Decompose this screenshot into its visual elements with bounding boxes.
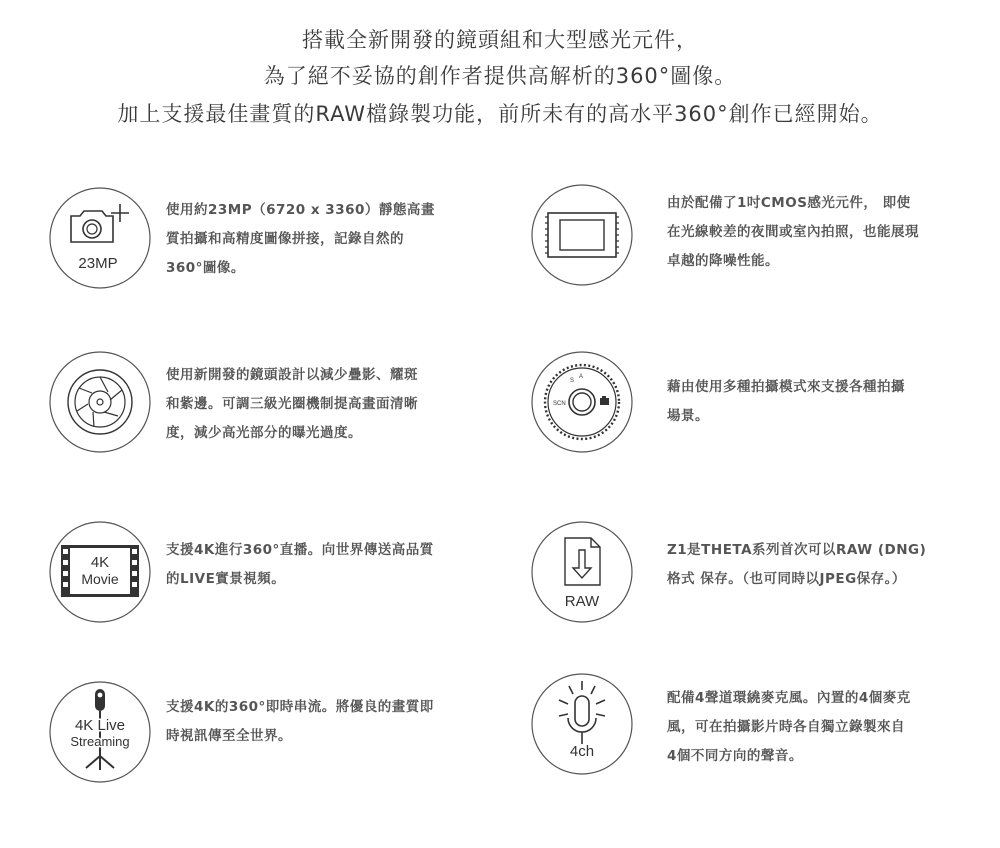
feature-1-line-1: 使用約23MP（6720 x 3360）靜態高畫 xyxy=(166,202,435,218)
film-4k-movie-icon xyxy=(48,520,152,624)
feature-4-text xyxy=(667,373,963,431)
feature-7-text xyxy=(166,693,462,751)
dial-label-s: S xyxy=(570,378,575,384)
feature-8-line-1: 配備4聲道環繞麥克風。內置的4個麥克 xyxy=(667,690,911,706)
feature-5-line-2: 的LIVE實景視頻。 xyxy=(166,571,286,587)
mode-dial-icon xyxy=(530,350,634,454)
film-label-4k: 4K xyxy=(90,554,110,571)
feature-8-line-2: 風，可在拍攝影片時各自獨立錄製來自 xyxy=(667,719,905,735)
feature-1-line-2: 質拍攝和高精度圖像拼接，記錄自然的 xyxy=(166,231,404,247)
feature-6-line-2: 格式 保存。（也可同時以JPEG保存。） xyxy=(667,571,906,587)
feature-2-text xyxy=(667,189,963,276)
microphone-4ch-icon xyxy=(530,672,634,776)
feature-6-line-1: Z1是THETA系列首次可以RAW (DNG) xyxy=(667,542,927,558)
feature-3-line-3: 度，減少高光部分的曝光過度。 xyxy=(166,425,362,441)
feature-7-line-1: 支援4K的360°即時串流。將優良的畫質即 xyxy=(166,699,434,715)
feature-3-line-2: 和紫邊。可調三級光圈機制提高畫面清晰 xyxy=(166,396,418,412)
camera-icon-label: 23MP xyxy=(78,255,118,272)
feature-6-text xyxy=(667,536,963,594)
camera-23mp-icon xyxy=(48,186,152,290)
feature-8-text xyxy=(667,684,963,771)
feature-2-line-2: 在光線較差的夜間或室內拍照，也能展現 xyxy=(667,224,919,240)
headline-line-1: 搭載全新開發的鏡頭組和大型感光元件， xyxy=(302,28,698,52)
feature-3-text xyxy=(166,361,462,448)
feature-5-line-1: 支援4K進行360°直播。向世界傳送高品質 xyxy=(166,542,434,558)
film-label-movie: Movie xyxy=(81,571,119,587)
dial-label-a: A xyxy=(579,374,584,380)
feature-8-line-3: 4個不同方向的聲音。 xyxy=(667,748,803,764)
lens-aperture-icon xyxy=(48,350,152,454)
headline-line-2: 為了絕不妥協的創作者提供高解析的360°圖像。 xyxy=(263,64,737,88)
live-streaming-icon xyxy=(48,680,152,784)
feature-2-line-1: 由於配備了1吋CMOS感光元件， 即使 xyxy=(667,195,911,211)
feature-4-line-2: 場景。 xyxy=(667,408,709,424)
raw-icon-label: RAW xyxy=(564,593,600,610)
feature-3-line-1: 使用新開發的鏡頭設計以減少疊影、耀斑 xyxy=(166,367,418,383)
feature-1-line-3: 360°圖像。 xyxy=(166,260,245,276)
streaming-label-4k-live: 4K Live xyxy=(74,717,126,734)
feature-5-text xyxy=(166,536,462,594)
feature-1-text xyxy=(166,196,462,283)
feature-2-line-3: 卓越的降噪性能。 xyxy=(667,253,779,269)
headline-line-3: 加上支援最佳畫質的RAW檔錄製功能，前所未有的高水平360°創作已經開始。 xyxy=(117,102,883,126)
feature-7-line-2: 時視訊傳至全世界。 xyxy=(166,728,292,744)
image-sensor-icon xyxy=(530,183,634,287)
feature-4-line-1: 藉由使用多種拍攝模式來支援各種拍攝 xyxy=(667,379,905,395)
streaming-label-streaming: Streaming xyxy=(70,734,130,749)
dial-label-scn: SCN xyxy=(553,401,566,407)
raw-file-icon xyxy=(530,520,634,624)
mic-icon-label: 4ch xyxy=(569,743,595,760)
